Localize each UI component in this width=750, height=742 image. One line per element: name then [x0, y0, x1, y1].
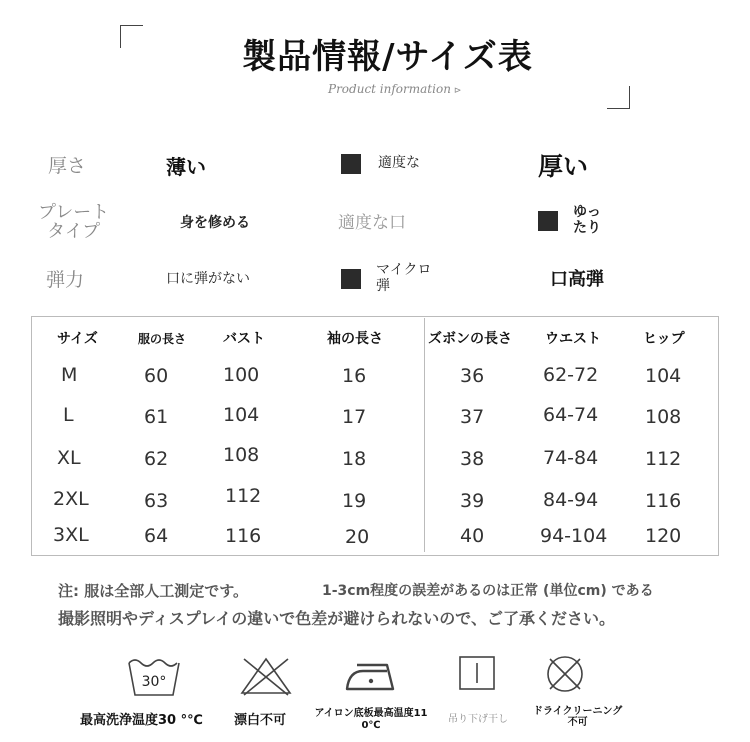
table-cell-hip: 108	[645, 406, 682, 428]
corner-bracket-bottom-right	[607, 86, 630, 109]
table-cell-length: 60	[144, 365, 169, 387]
table-cell-bust: 116	[225, 525, 262, 547]
selected-square-icon	[341, 154, 361, 174]
thickness-label: 厚さ	[48, 155, 87, 177]
table-cell-size: M	[61, 364, 78, 386]
table-cell-hip: 112	[645, 448, 682, 470]
table-cell-sleeve: 18	[342, 448, 367, 470]
plate-type-option-slim: 身を修める	[180, 215, 250, 231]
page-subtitle: Product information ⊳	[328, 82, 462, 96]
table-header-hip: ヒップ	[643, 331, 685, 347]
note-color-difference: 撮影照明やディスプレイの違いで色差が避けられないので、ご了承ください。	[58, 609, 615, 628]
no-dry-clean-icon	[544, 653, 586, 695]
table-cell-pants-length: 39	[460, 490, 485, 512]
table-header-bust: バスト	[223, 331, 265, 347]
table-cell-pants-length: 40	[460, 525, 485, 547]
table-cell-waist: 64-74	[543, 404, 599, 426]
table-cell-size: 2XL	[53, 488, 89, 510]
table-cell-sleeve: 16	[342, 365, 367, 387]
table-cell-pants-length: 38	[460, 448, 485, 470]
table-cell-hip: 104	[645, 365, 682, 387]
elasticity-label: 弾力	[46, 269, 85, 291]
plate-type-label: プレート タイプ	[38, 202, 110, 242]
care-label-iron: アイロン底板最高温度110℃	[314, 708, 428, 731]
note-tolerance: 1-3cm程度の誤差があるのは正常 (単位cm) である	[322, 583, 654, 599]
page-title: 製品情報/サイズ表	[242, 37, 533, 77]
table-header-sleeve: 袖の長さ	[327, 331, 383, 347]
care-label-no-dry-clean: ドライクリーニング 不可	[533, 706, 623, 728]
table-cell-length: 64	[144, 525, 169, 547]
table-cell-length: 62	[144, 448, 169, 470]
table-cell-bust: 104	[223, 404, 260, 426]
table-cell-length: 61	[144, 406, 169, 428]
table-header-length: 服の長さ	[138, 332, 187, 346]
selected-square-icon	[341, 269, 361, 289]
table-cell-size: XL	[57, 447, 81, 469]
table-cell-pants-length: 36	[460, 365, 485, 387]
care-label-hang-dry: 吊り下げ干し	[448, 714, 508, 725]
thickness-option-thick: 厚い	[538, 152, 589, 181]
table-cell-sleeve: 17	[342, 406, 367, 428]
table-cell-hip: 116	[645, 490, 682, 512]
table-cell-waist: 74-84	[543, 447, 599, 469]
table-cell-sleeve: 19	[342, 490, 367, 512]
table-cell-hip: 120	[645, 525, 682, 547]
plate-type-option-loose: ゆったり	[573, 204, 601, 236]
table-divider	[424, 318, 425, 552]
wash-temperature-text: 30°	[141, 674, 167, 690]
plate-type-option-moderate: 適度な口	[338, 213, 406, 233]
elasticity-option-none: 口に弾がない	[166, 271, 250, 287]
play-icon: ⊳	[453, 86, 462, 96]
table-cell-size: 3XL	[53, 524, 89, 546]
table-cell-sleeve: 20	[345, 526, 370, 548]
table-cell-length: 63	[144, 490, 169, 512]
elasticity-option-high: 口高弾	[550, 269, 604, 290]
thickness-option-moderate: 適度な	[378, 155, 420, 171]
table-cell-bust: 112	[225, 485, 262, 507]
size-table	[31, 316, 719, 556]
table-cell-size: L	[63, 404, 74, 426]
selected-square-icon	[538, 211, 558, 231]
table-cell-waist: 94-104	[540, 525, 608, 547]
care-label-wash: 最高洗浄温度30 °℃	[80, 713, 203, 728]
thickness-option-thin: 薄い	[166, 155, 206, 179]
no-bleach-icon	[238, 655, 294, 697]
care-label-no-bleach: 漂白不可	[234, 713, 287, 728]
table-cell-waist: 84-94	[543, 489, 599, 511]
table-cell-waist: 62-72	[543, 364, 599, 386]
table-cell-bust: 108	[223, 444, 260, 466]
table-cell-bust: 100	[223, 364, 260, 386]
table-header-waist: ウエスト	[545, 331, 601, 347]
table-header-size: サイズ	[57, 331, 98, 347]
hang-dry-icon	[458, 655, 498, 691]
note-measurement: 注: 服は全部人工測定です。	[58, 582, 249, 600]
table-header-pants-length: ズボンの長さ	[428, 331, 512, 347]
table-cell-pants-length: 37	[460, 406, 485, 428]
iron-icon	[343, 657, 399, 695]
elasticity-option-micro: マイクロ弾	[376, 262, 432, 294]
wash-30-icon	[127, 655, 183, 697]
